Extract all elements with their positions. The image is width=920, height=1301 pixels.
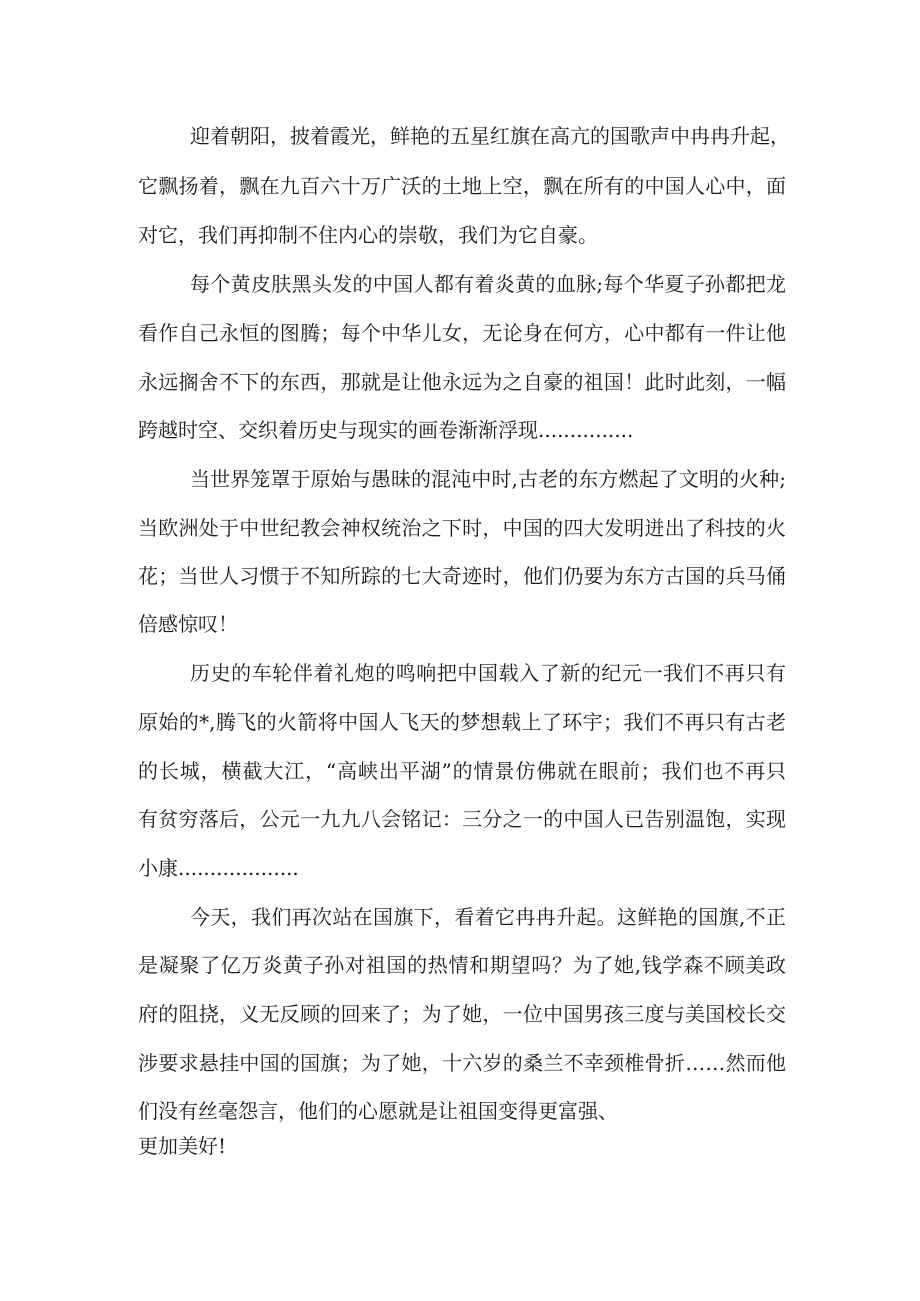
paragraph-line: 更加美好! — [138, 1134, 227, 1158]
paragraph-line: 涉要求悬挂中国的国旗；为了她，十六岁的桑兰不幸颈椎骨折……然而他 — [138, 1051, 786, 1075]
paragraph-line: 的长城，横截大江，“高峡出平湖”的情景仿佛就在眼前；我们也不再只 — [138, 759, 786, 783]
paragraph-line: 历史的车轮伴着礼炮的鸣响把中国载入了新的纪元一我们不再只有 — [190, 661, 786, 685]
paragraph-line: 们没有丝毫怨言，他们的心愿就是让祖国变得更富强、 — [138, 1099, 618, 1123]
paragraph-line: 原始的*,腾飞的火箭将中国人飞天的梦想载上了环宇；我们不再只有古老 — [138, 710, 786, 734]
paragraph-line: 看作自己永恒的图腾；每个中华儿女，无论身在何方，心中都有一件让他 — [138, 321, 786, 345]
paragraph-line: 府的阻挠，义无反顾的回来了；为了她，一位中国男孩三度与美国校长交 — [138, 1002, 786, 1026]
paragraph-line: 有贫穷落后，公元一九九八会铭记：三分之一的中国人已告别温饱，实现 — [138, 807, 786, 831]
paragraph-line: 花；当世人习惯于不知所踪的七大奇迹时，他们仍要为东方古国的兵马俑 — [138, 564, 786, 588]
paragraph-line: 当世界笼罩于原始与愚昧的混沌中时,古老的东方燃起了文明的火种; — [190, 467, 786, 491]
paragraph-line: 小康................... — [138, 856, 299, 880]
paragraph-line: 跨越时空、交织着历史与现实的画卷渐渐浮现............... — [138, 418, 634, 442]
paragraph-line: 今天，我们再次站在国旗下，看着它冉冉升起。这鲜艳的国旗,不正 — [190, 905, 786, 929]
paragraph-line: 倍感惊叹！ — [138, 612, 238, 636]
paragraph-line: 迎着朝阳，披着霞光，鲜艳的五星红旗在高亢的国歌声中冉冉升起， — [190, 124, 790, 148]
paragraph-line: 是凝聚了亿万炎黄子孙对祖国的热情和期望吗？为了她,钱学森不顾美政 — [138, 953, 786, 977]
paragraph-line: 永远搁舍不下的东西，那就是让他永远为之自豪的祖国！此时此刻，一幅 — [138, 370, 786, 394]
paragraph-line: 当欧洲处于中世纪教会神权统治之下时，中国的四大发明迸出了科技的火 — [138, 516, 786, 540]
paragraph-line: 每个黄皮肤黑头发的中国人都有着炎黄的血脉;每个华夏子孙都把龙 — [190, 272, 786, 296]
paragraph-line: 对它，我们再抑制不住内心的崇敬，我们为它自豪。 — [138, 223, 598, 247]
paragraph-line: 它飘扬着，飘在九百六十万广沃的土地上空，飘在所有的中国人心中，面 — [138, 174, 786, 198]
